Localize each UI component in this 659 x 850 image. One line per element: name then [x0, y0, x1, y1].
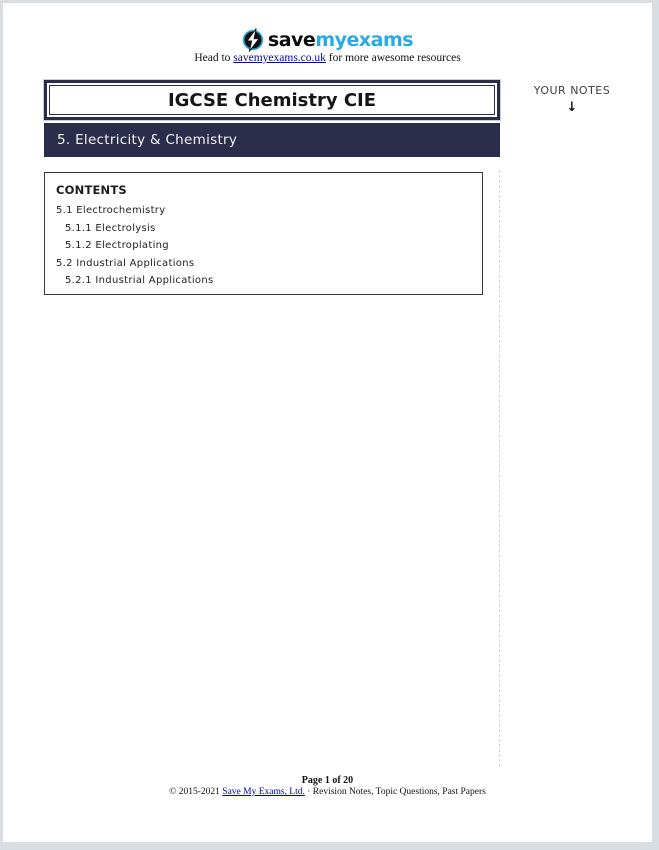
toc-item-5-1-1[interactable]: 5.1.1 Electrolysis: [65, 222, 156, 234]
page-number: Page 1 of 20: [301, 775, 354, 786]
copyright-suffix: · Revision Notes, Topic Questions, Past Papers: [304, 787, 486, 797]
copyright-line: [3, 787, 652, 797]
copyright-prefix: © 2015-2021: [169, 787, 223, 797]
tagline-prefix: Head to: [194, 52, 234, 64]
down-arrow-icon: ↓: [566, 100, 578, 115]
course-title-inner-border: [49, 85, 495, 115]
logo: [3, 29, 652, 51]
tagline: [3, 52, 652, 64]
toc-item-5-1[interactable]: 5.1 Electrochemistry: [56, 205, 166, 216]
logo-wordmark: [268, 29, 413, 51]
course-title: IGCSE Chemistry CIE: [167, 89, 377, 111]
toc-item-5-2[interactable]: 5.2 Industrial Applications: [56, 257, 195, 269]
notes-divider-dashed-line: [499, 170, 500, 767]
your-notes-header: [524, 84, 620, 115]
document-page: [3, 3, 652, 842]
tagline-suffix: for more awesome resources: [325, 52, 461, 64]
page-footer: [3, 775, 652, 797]
logo-word-save: save: [267, 29, 316, 51]
contents-box: [44, 172, 483, 295]
course-title-box: [44, 80, 500, 120]
chapter-title: 5. Electricity & Chemistry: [57, 132, 238, 148]
logo-word-myexams: myexams: [315, 29, 414, 51]
contents-heading: CONTENTS: [56, 183, 127, 197]
toc-item-5-1-2[interactable]: 5.1.2 Electroplating: [65, 240, 169, 251]
your-notes-label: YOUR NOTES: [533, 84, 611, 97]
lightning-bolt-icon: [242, 29, 264, 51]
toc-item-5-2-1[interactable]: 5.2.1 Industrial Applications: [65, 275, 214, 286]
chapter-banner: [44, 123, 500, 157]
savemyexams-link[interactable]: savemyexams.co.uk: [233, 52, 326, 64]
save-my-exams-link[interactable]: Save My Exams, Ltd.: [222, 787, 305, 797]
